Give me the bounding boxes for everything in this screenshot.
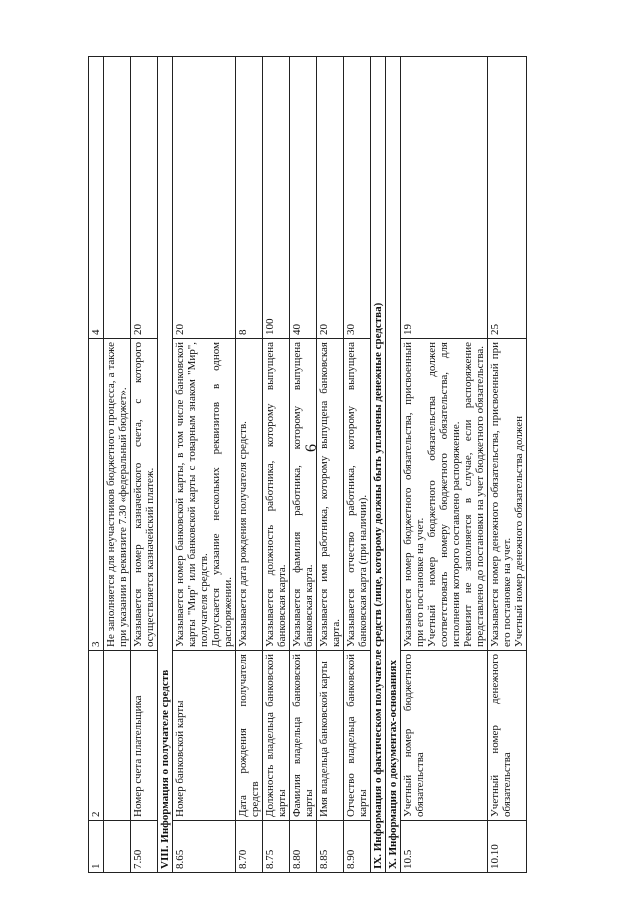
requisite-description	[290, 339, 317, 651]
table-row	[488, 57, 527, 873]
requisite-name: Дата рождения получателя средств	[236, 651, 263, 821]
field-length: 100	[263, 57, 290, 339]
requisite-name	[104, 651, 131, 821]
table-body	[89, 57, 527, 873]
description-paragraph: Указывается отчество работника, которому выпущена банковская карта (при наличии).	[345, 342, 369, 647]
description-paragraph: Указывается номер казначейского счета, с которого осуществляется казначейский платеж.	[132, 342, 156, 647]
field-length: 30	[344, 57, 371, 339]
requisite-description	[131, 339, 158, 651]
requisite-number: 8.70	[236, 821, 263, 873]
section-title: X. Информация о документах-основаниях	[386, 57, 401, 873]
requisites-table	[88, 56, 527, 873]
section-title: VIII. Информация о получателе средств	[158, 57, 173, 873]
description-paragraph: Учетный номер бюджетного обязательства должен соответствовать номеру бюджетного обязательства, для исполнения которого составлено распоряжение.	[426, 342, 462, 647]
header-cell-number: 1	[89, 821, 104, 873]
requisite-number: 8.65	[173, 821, 236, 873]
description-paragraph: Указывается номер денежного обязательства, присвоенный при его постановке на учет.	[489, 342, 513, 647]
requisite-name: Должность владельца банковской карты	[263, 651, 290, 821]
requisite-description	[104, 339, 131, 651]
description-paragraph: Учетный номер денежного обязательства должен	[513, 416, 525, 647]
section-header-row	[386, 57, 401, 873]
requisite-name: Учетный номер бюджетного обязательства	[401, 651, 488, 821]
requisite-description	[401, 339, 488, 651]
table-row	[263, 57, 290, 873]
description-paragraph: Реквизит не заполняется в случае, если распоряжение представлено до постановки на учет бюджетного обязательства.	[462, 342, 486, 647]
requisite-name: Отчество владельца банковской карты	[344, 651, 371, 821]
description-paragraph: Указывается дата рождения получателя средств.	[237, 421, 249, 647]
requisite-description	[488, 339, 527, 651]
description-paragraph: Указывается имя работника, которому выпущена банковская карта.	[318, 342, 342, 647]
header-cell-name: 2	[89, 651, 104, 821]
header-cell-length: 4	[89, 57, 104, 339]
requisite-number: 10.10	[488, 821, 527, 873]
requisite-name: Имя владельца банковской карты	[317, 651, 344, 821]
requisite-name: Номер счета плательщика	[131, 651, 158, 821]
section-title: IX. Информация о фактическом получателе средств (лице, которому должны быть уплачены денежные средства)	[371, 57, 386, 873]
requisite-description	[263, 339, 290, 651]
requisite-description	[236, 339, 263, 651]
table-row	[236, 57, 263, 873]
requisite-number: 8.75	[263, 821, 290, 873]
page-number: 6	[303, 444, 320, 452]
field-length: 20	[131, 57, 158, 339]
field-length: 8	[236, 57, 263, 339]
requisite-number: 8.80	[290, 821, 317, 873]
table-row	[290, 57, 317, 873]
section-header-row	[371, 57, 386, 873]
table-row	[401, 57, 488, 873]
requisite-description	[317, 339, 344, 651]
field-length: 20	[317, 57, 344, 339]
description-paragraph: Указывается должность работника, которому выпущена банковская карта.	[264, 342, 288, 647]
description-paragraph: Указывается фамилия работника, которому выпущена банковская карта.	[291, 342, 315, 647]
field-length	[104, 57, 131, 339]
table-row	[131, 57, 158, 873]
description-paragraph: Допускается указание нескольких реквизитов в одном распоряжении.	[210, 342, 234, 647]
requisite-name: Номер банковской карты	[173, 651, 236, 821]
field-length: 19	[401, 57, 488, 339]
requisite-number: 7.50	[131, 821, 158, 873]
header-cell-description: 3	[89, 339, 104, 651]
description-paragraph: Не заполняется для неучастников бюджетного процесса, а также при указании в реквизите 7.30 «федеральный бюджет».	[105, 342, 129, 647]
requisite-description	[173, 339, 236, 651]
table-row	[173, 57, 236, 873]
table-row	[317, 57, 344, 873]
field-length: 25	[488, 57, 527, 339]
field-length: 40	[290, 57, 317, 339]
description-paragraph: Указывается номер банковской карты, в том числе банковской карты "Мир" или банковской карты с товарным знаком "Мир", получателя средств.	[174, 342, 210, 647]
requisite-number: 8.90	[344, 821, 371, 873]
rotated-table-container	[88, 57, 556, 873]
requisite-description	[344, 339, 371, 651]
requisite-number: 10.5	[401, 821, 488, 873]
requisite-name: Фамилия владельца банковской карты	[290, 651, 317, 821]
field-length: 20	[173, 57, 236, 339]
requisite-number: 8.85	[317, 821, 344, 873]
requisite-name: Учетный номер денежного обязательства	[488, 651, 527, 821]
section-header-row	[158, 57, 173, 873]
header-row	[89, 57, 104, 873]
description-paragraph: Указывается номер бюджетного обязательства, присвоенный при его постановке на учет.	[402, 342, 426, 647]
table-row	[104, 57, 131, 873]
table-row	[344, 57, 371, 873]
requisite-number	[104, 821, 131, 873]
